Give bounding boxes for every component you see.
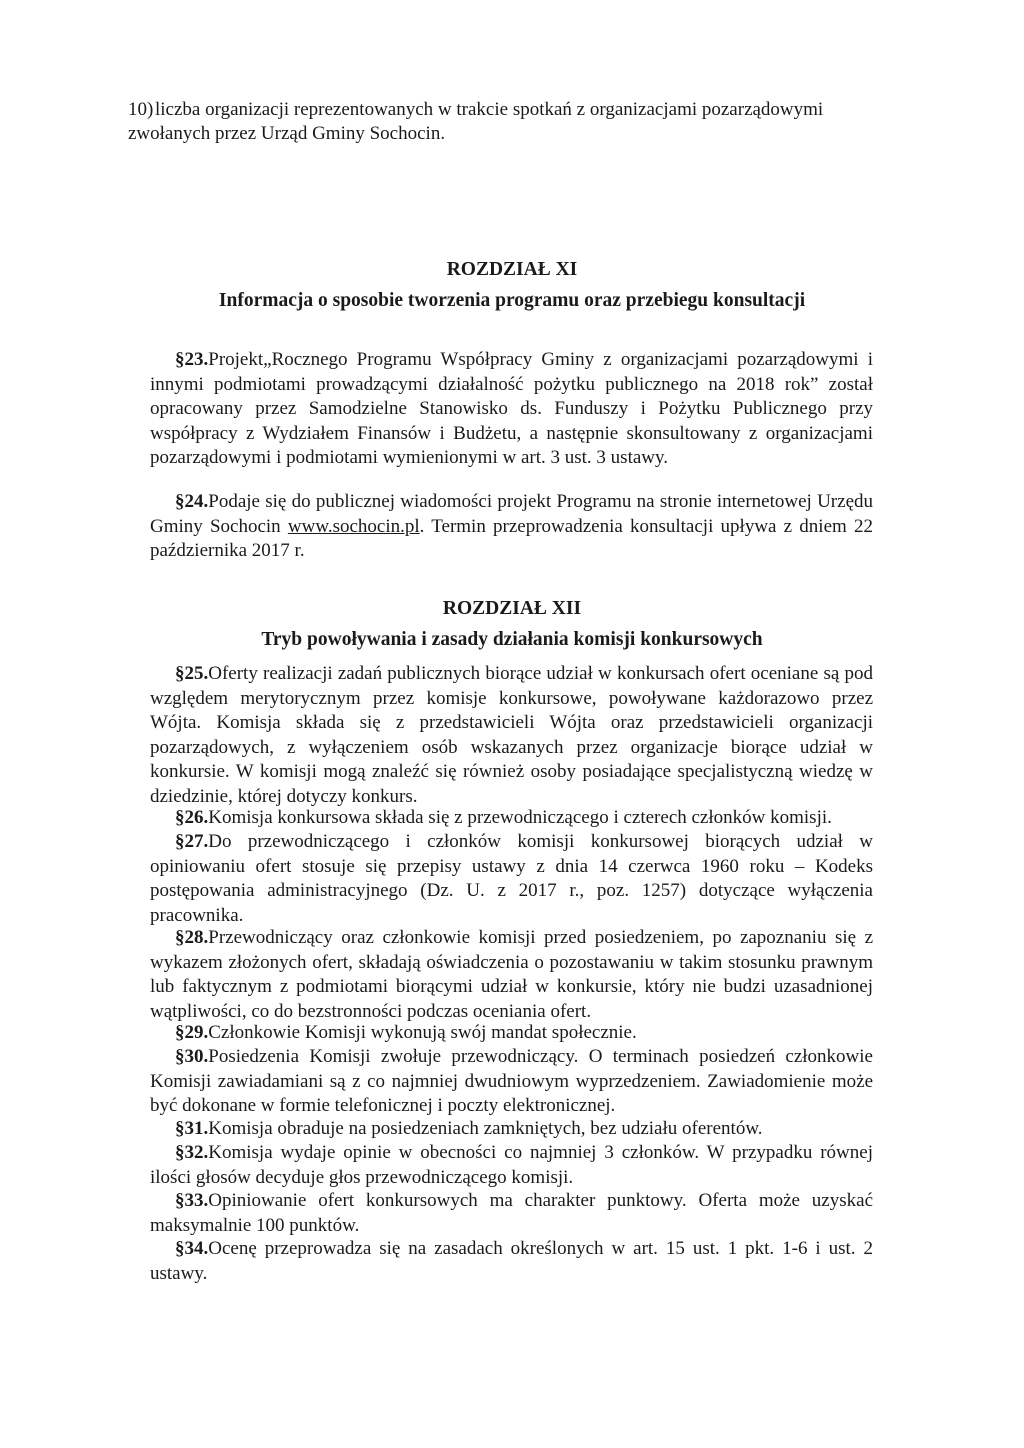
section-text: Posiedzenia Komisji zwołuje przewodniczący. O terminach posiedzeń członkowie Komisji zawiadamiani są z co najmniej dwudniowym wyprzedzeniem. Zawiadomienie może być dokonane w formie telefonicznej i poczty elektronicznej.: [150, 1046, 873, 1117]
section-sign: §34.: [175, 1238, 209, 1259]
section-sign: §29.: [175, 1022, 209, 1043]
section-sign: §30.: [175, 1046, 209, 1067]
section-text: Komisja konkursowa składa się z przewodniczącego i czterech członków komisji.: [208, 807, 832, 828]
section-27: [150, 830, 873, 928]
section-sign: §31.: [175, 1118, 209, 1139]
section-text: Ocenę przeprowadza się na zasadach określonych w art. 15 ust. 1 pkt. 1-6 i ust. 2 ustawy.: [150, 1238, 873, 1284]
section-24: [150, 490, 873, 564]
section-sign: §27.: [175, 831, 209, 852]
section-sign: §26.: [175, 807, 209, 828]
list-item-number: 10): [128, 99, 154, 120]
section-text-end: . Termin przeprowadzenia konsultacji upływa z dniem 22 października 2017 r.: [150, 515, 873, 562]
section-text: Przewodniczący oraz członkowie komisji przed posiedzeniem, po zapoznaniu się z wykazem złożonych ofert, składają oświadczenia o pozostawaniu w takim stosunku prawnym lub faktycznym z podmiotami biorącymi udział w konkursie, który nie budzi uzasadnionej wątpliwości, co do bezstronności podczas oceniania ofert.: [150, 927, 873, 1022]
list-item-10: [128, 98, 888, 146]
section-sign: §23.: [175, 349, 209, 370]
section-sign: §24.: [175, 491, 209, 512]
section-text: Podaje się do publicznej wiadomości projekt Programu na stronie internetowej Urzędu Gminy Sochocin: [150, 491, 873, 537]
website-link[interactable]: www.sochocin.pl: [287, 515, 420, 537]
section-text: Opiniowanie ofert konkursowych ma charakter punktowy. Oferta może uzyskać maksymalnie 100 punktów.: [150, 1190, 873, 1236]
section-text: Do przewodniczącego i członków komisji konkursowej biorących udział w opiniowaniu ofert stosuje się przepisy ustawy z dnia 14 czerwca 1960 roku – Kodeks postępowania administracyjnego (Dz. U. z 2017 r., poz. 1257) dotyczące wyłączenia pracownika.: [150, 831, 873, 926]
section-sign: §33.: [175, 1190, 209, 1211]
section-31: [150, 1117, 873, 1142]
section-sign: §28.: [175, 927, 209, 948]
list-item-text: liczba organizacji reprezentowanych w trakcie spotkań z organizacjami pozarządowymi zwołanych przez Urząd Gminy Sochocin.: [128, 99, 824, 144]
section-text: Oferty realizacji zadań publicznych biorące udział w konkursach ofert oceniane są pod względem merytorycznym przez komisje konkursowe, powoływane każdorazowo przez Wójta. Komisja składa się z przedstawicieli Wójta oraz przedstawicieli organizacji pozarządowych, z wyłączeniem osób wskazanych przez organizacje biorące udział w konkursie. W komisji mogą znaleźć się również osoby posiadające specjalistyczną wiedzę w dziedzinie, której dotyczy konkurs.: [150, 663, 873, 807]
section-30: [150, 1045, 873, 1119]
chapter-12-subtitle: Tryb powoływania i zasady działania komisji konkursowych: [261, 629, 763, 650]
section-text: Członkowie Komisji wykonują swój mandat społecznie.: [208, 1022, 637, 1043]
section-29: [150, 1021, 873, 1046]
section-text: Komisja wydaje opinie w obecności co najmniej 3 członków. W przypadku równej ilości głosów decyduje głos przewodniczącego komisji.: [150, 1142, 873, 1188]
section-26: [150, 806, 873, 831]
section-text: Projekt„Rocznego Programu Współpracy Gminy z organizacjami pozarządowymi i innymi podmiotami prowadzącymi działalność pożytku publicznego na 2018 rok” został opracowany przez Samodzielne Stanowisko ds. Funduszy i Pożytku Publicznego przy współpracy z Wydziałem Finansów i Budżetu, a następnie skonsultowany z organizacjami pozarządowymi i podmiotami wymienionymi w art. 3 ust. 3 ustawy.: [150, 349, 873, 469]
section-text: Komisja obraduje na posiedzeniach zamkniętych, bez udziału oferentów.: [208, 1118, 763, 1139]
section-28: [150, 926, 873, 1024]
chapter-11-title: ROZDZIAŁ XI: [446, 259, 578, 280]
section-32: [150, 1141, 873, 1190]
chapter-12-title: ROZDZIAŁ XII: [442, 598, 582, 619]
chapter-11-subtitle: Informacja o sposobie tworzenia programu oraz przebiegu konsultacji: [218, 290, 806, 311]
section-sign: §32.: [175, 1142, 209, 1163]
section-25: [150, 662, 873, 810]
section-34: [150, 1237, 873, 1286]
section-33: [150, 1189, 873, 1238]
section-sign: §25.: [175, 663, 209, 684]
section-23: [150, 348, 873, 471]
